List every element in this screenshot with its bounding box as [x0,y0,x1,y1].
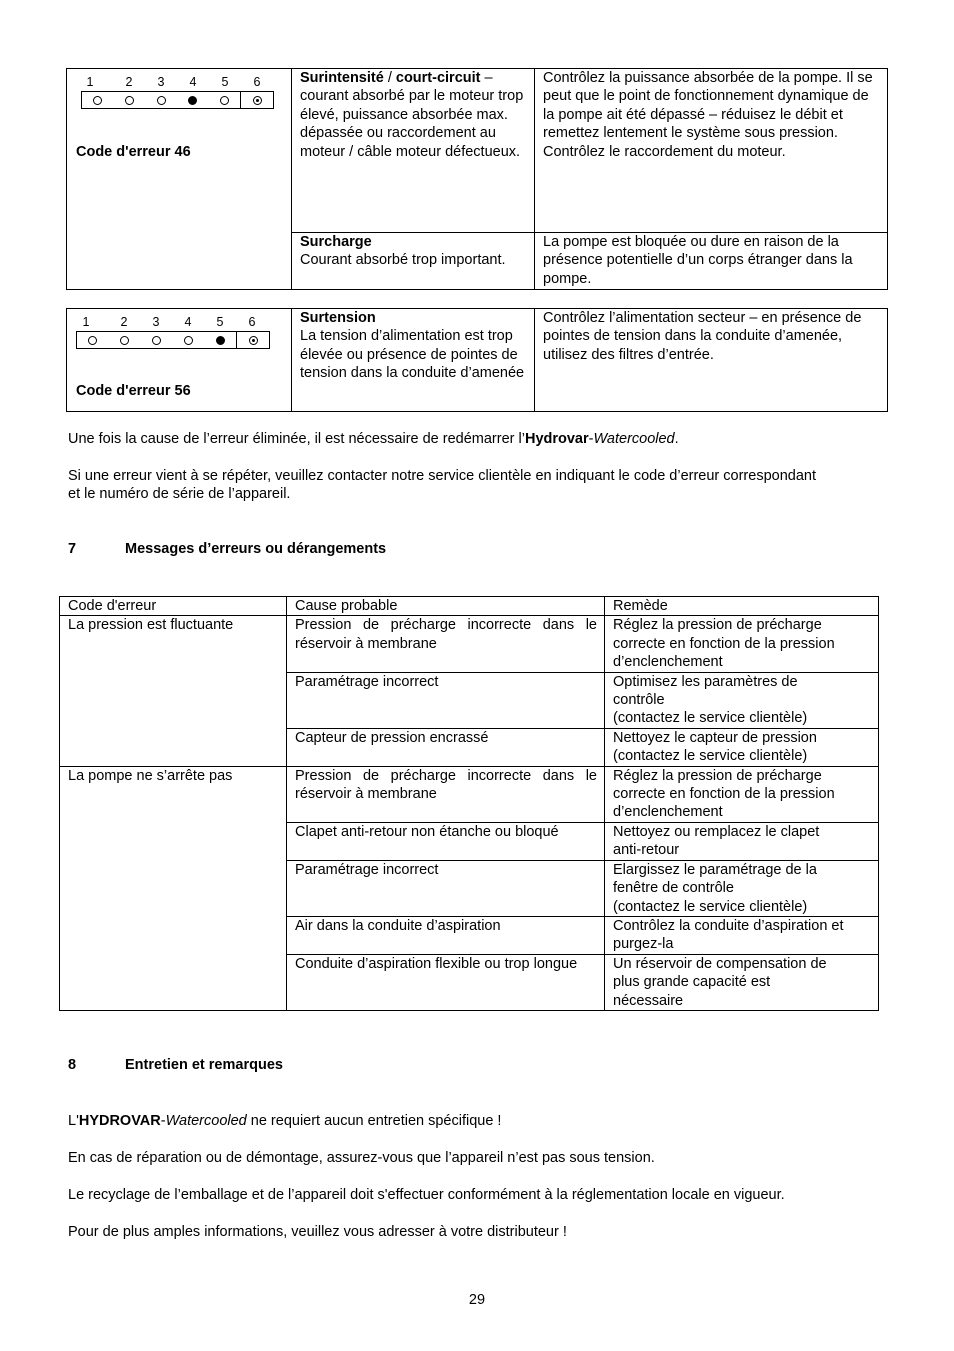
error-56-led-indicator [76,315,270,353]
led-2-icon [120,336,129,345]
error-46-led-indicator [81,75,275,113]
cause-cell: Pression de précharge incorrecte dans le réservoir à membrane [287,766,605,822]
led-6-icon [253,96,262,105]
restart-paragraph: Une fois la cause de l’erreur éliminée, il est nécessaire de redémarrer l’Hydrovar-Watercooled. [68,431,679,447]
error-46-remedy-2: La pompe est bloquée ou dure en raison de la présence potentielle d’un corps étranger dans la pompe. [535,233,888,290]
remedy-line: nécessaire [613,992,684,1009]
cause-cell: Pression de précharge incorrecte dans le réservoir à membrane [287,616,605,672]
error-46-cause-1: Surintensité / court-circuit – courant absorbé par le moteur trop élevé, puissance absorbée max. dépassée ou raccordement au moteur / câble moteur défectueux. [292,69,535,233]
remedy-cell [605,954,879,1010]
remedy-line: (contactez le service clientèle) [613,748,808,765]
remedy-cell [605,728,879,766]
remedy-cell [605,822,879,860]
remedy-line: Réglez la pression de précharge [613,767,822,784]
remedy-line: Nettoyez ou remplacez le clapet [613,823,820,840]
table-header-cell: Remède [605,597,879,616]
maintenance-paragraph: L'HYDROVAR-Watercooled ne requiert aucun entretien spécifique ! [68,1113,502,1129]
remedy-line: Un réservoir de compensation de [613,955,827,972]
remedy-line: anti-retour [613,842,680,859]
error-46-remedy-1: Contrôlez la puissance absorbée de la pompe. Il se peut que le point de fonctionnement dynamique de la pompe ait été dépassé – réduisez le débit et remettez lentement le système sous pression. Contrôlez le raccordement du moteur. [535,69,888,233]
remedy-cell [605,860,879,916]
error-46-table [66,68,888,290]
cause-cell: Capteur de pression encrassé [287,728,605,766]
table-header-row [60,597,879,616]
table-header-cell: Code d'erreur [60,597,287,616]
section-8-title: Entretien et remarques [125,1057,283,1073]
error-46-code-cell [67,69,292,290]
remedy-cell [605,916,879,954]
led-label-4: 4 [184,315,192,329]
led-label-1: 1 [86,75,94,89]
led-5-icon [220,96,229,105]
info-paragraph: Pour de plus amples informations, veuillez vous adresser à votre distributeur ! [68,1224,567,1240]
remedy-line: Nettoyez le capteur de pression [613,729,817,746]
led-label-5: 5 [216,315,224,329]
remedy-line: correcte en fonction de la pression [613,635,835,652]
led-4-icon [184,336,193,345]
error-56-code-cell [67,309,292,412]
led-1-icon [93,96,102,105]
section-8-number: 8 [68,1057,77,1073]
remedy-line: Contrôlez la conduite d’aspiration et [613,917,844,934]
error-code-cell: La pompe ne s’arrête pas [60,766,287,1010]
error-code-cell: La pression est fluctuante [60,616,287,766]
led-6-icon [249,336,258,345]
cause-cell: Conduite d’aspiration flexible ou trop longue [287,954,605,1010]
cause-cell: Paramétrage incorrect [287,860,605,916]
led-label-2: 2 [125,75,133,89]
section-7-number: 7 [68,541,77,557]
led-label-4: 4 [189,75,197,89]
recycle-paragraph: Le recyclage de l’emballage et de l’appareil doit s'effectuer conformément à la réglementation locale en vigueur. [68,1187,785,1203]
remedy-line: (contactez le service clientèle) [613,898,808,915]
error-56-table [66,308,888,412]
remedy-line: purgez-la [613,936,674,953]
led-4-icon [188,96,197,105]
remedy-line: correcte en fonction de la pression [613,786,835,803]
led-3-icon [157,96,166,105]
table-header-cell: Cause probable [287,597,605,616]
remedy-cell [605,672,879,728]
remedy-cell [605,766,879,822]
cause-cell: Air dans la conduite d’aspiration [287,916,605,954]
led-3-icon [152,336,161,345]
error-46-code-label: Code d'erreur 46 [76,144,191,160]
remedy-line: d’enclenchement [613,804,723,821]
error-56-code-label: Code d'erreur 56 [76,383,191,399]
led-2-icon [125,96,134,105]
remedy-line: (contactez le service clientèle) [613,710,808,727]
cause-cell: Clapet anti-retour non étanche ou bloqué [287,822,605,860]
led-label-2: 2 [120,315,128,329]
remedy-line: Optimisez les paramètres de [613,673,798,690]
led-label-5: 5 [221,75,229,89]
table-row [60,766,879,822]
repair-paragraph: En cas de réparation ou de démontage, assurez-vous que l’appareil n’est pas sous tension. [68,1150,655,1166]
led-5-icon [216,336,225,345]
cause-cell: Paramétrage incorrect [287,672,605,728]
remedy-line: plus grande capacité est [613,974,771,991]
contact-paragraph: Si une erreur vient à se répéter, veuillez contacter notre service clientèle en indiquant le code d’erreur correspondant et le numéro de série de l’appareil. [68,468,816,503]
table-row [60,616,879,672]
led-label-1: 1 [82,315,90,329]
remedy-line: d’enclenchement [613,654,723,671]
error-56-cause: Surtension La tension d’alimentation est trop élevée ou présence de pointes de tension dans la conduite d’amenée [292,309,535,412]
led-label-3: 3 [152,315,160,329]
troubleshooting-table [59,596,879,1011]
led-label-6: 6 [248,315,256,329]
led-1-icon [88,336,97,345]
section-7-title: Messages d’erreurs ou dérangements [125,541,387,557]
error-46-cause-2: Surcharge Courant absorbé trop important. [292,233,535,290]
remedy-cell [605,616,879,672]
remedy-line: Réglez la pression de précharge [613,617,822,634]
remedy-line: contrôle [613,692,665,709]
remedy-line: Elargissez le paramétrage de la [613,861,817,878]
error-56-remedy: Contrôlez l’alimentation secteur – en présence de pointes de tension dans la conduite d’amenée, utilisez des filtres d’entrée. [535,309,888,412]
page-number: 29 [468,1292,486,1308]
led-label-3: 3 [157,75,165,89]
led-label-6: 6 [253,75,261,89]
remedy-line: fenêtre de contrôle [613,880,734,897]
